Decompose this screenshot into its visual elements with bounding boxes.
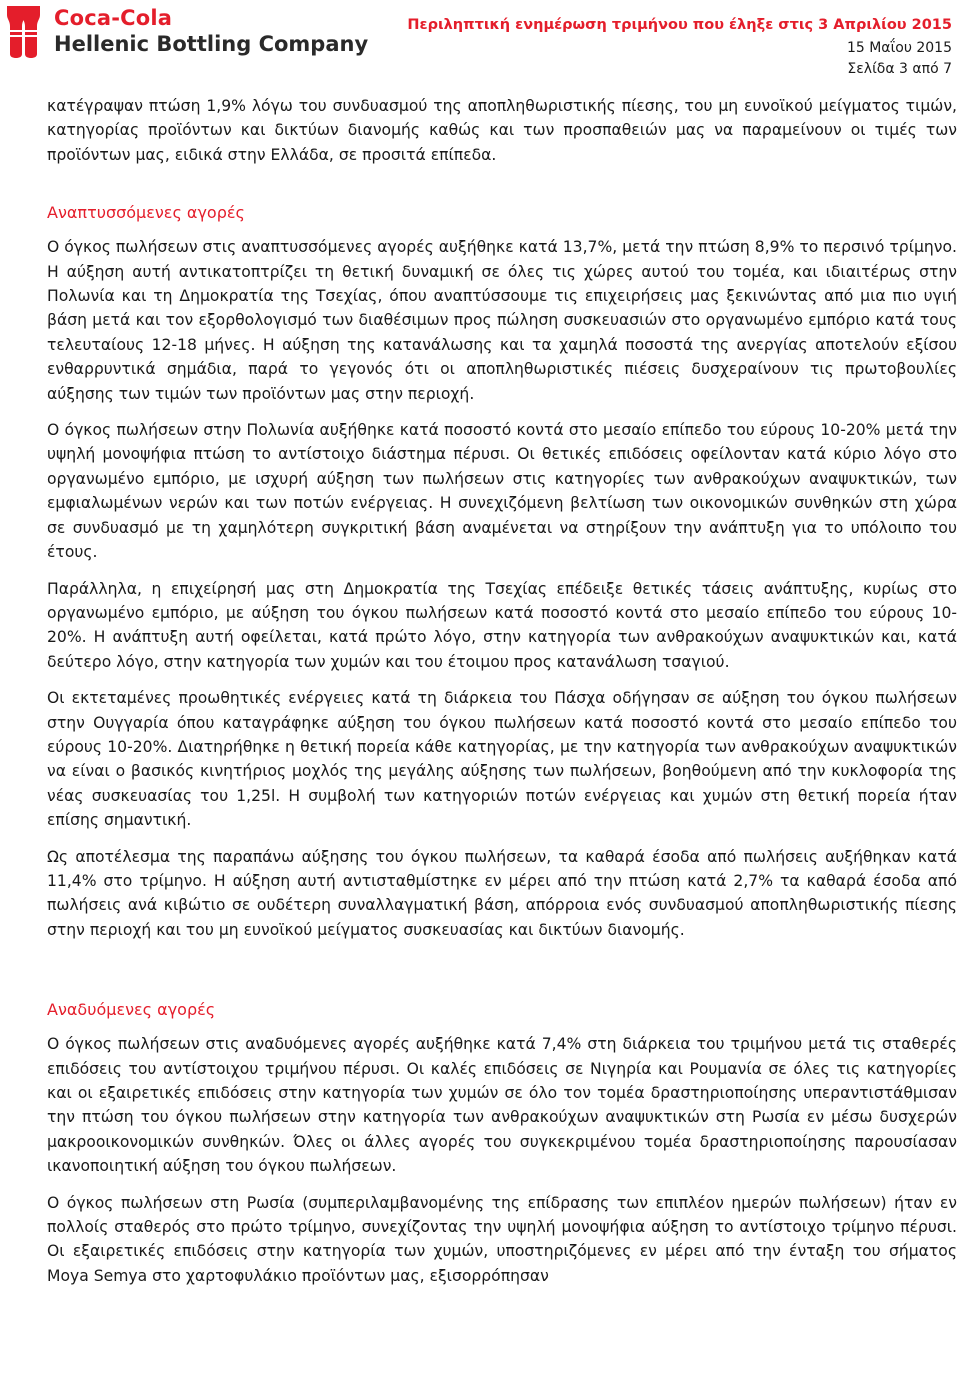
- paragraph: Ο όγκος πωλήσεων στις αναδυόμενες αγορές αυξήθηκε κατά 7,4% στη διάρκεια του τριμήνου μετά τις σταθερές επιδόσεις του αντίστοιχου τριμήνου πέρυσι. Οι καλές επιδόσεις σε Νιγηρία και Ρουμανία σε όλες τις κατηγορίες και οι εξαιρετικές επιδόσεις στην κατηγορία των χυμών σε όλο τον τομέα δραστηριοποίησης υπεραντιστάθμισαν την πτώση του όγκου πωλήσεων στην κατηγορία των ανθρακούχων αναψυκτικών στη Ρωσία εν μέσω δυσχερών μακροοικονομικών συνθηκών. Όλες οι άλλες αγορές του συγκεκριμένου τομέα δραστηριοποίησης παρουσίασαν ικανοποιητική αύξηση του όγκου πωλήσεων.: [47, 1035, 957, 1176]
- document-title: Περιληπτική ενημέρωση τριμήνου που έληξε στις 3 Απριλίου 2015: [407, 17, 952, 33]
- brand-name-line1: Coca-Cola: [54, 6, 173, 30]
- section-heading-developing-markets: Αναπτυσσόμενες αγορές: [47, 203, 245, 223]
- paragraph: Ο όγκος πωλήσεων στην Πολωνία αυξήθηκε κατά ποσοστό κοντά στο μεσαίο επίπεδο του εύρους 10-20% μετά την υψηλή μονοψήφια πτώση το αντίστοιχο διάστημα πέρυσι. Οι θετικές επιδόσεις οφείλονταν κατά κύριο λόγο στο οργανωμένο εμπόριο, με ισχυρή αύξηση των πωλήσεων στις κατηγορίες των ανθρακούχων αναψυκτικών, των εμφιαλωμένων νερών και των ποτών ενέργειας. Η συνεχιζόμενη βελτίωση των οικονομικών συνθηκών στη χώρα σε συνδυασμό με τη χαμηλότερη συγκριτική βάση αναμένεται να στηρίξουν την ανάπτυξη για το υπόλοιπο του έτους.: [47, 421, 957, 562]
- paragraph: Οι εκτεταμένες προωθητικές ενέργειες κατά τη διάρκεια του Πάσχα οδήγησαν σε αύξηση του όγκου πωλήσεων στην Ουγγαρία όπου καταγράφηκε αύξηση του όγκου πωλήσεων κατά ποσοστό κοντά στο μεσαίο επίπεδο του εύρους 10-20%. Διατηρήθηκε η θετική πορεία κάθε κατηγορίας, με την κατηγορία των ανθρακούχων αναψυκτικών να είναι ο βασικός κινητήριος μοχλός της μεγάλης αύξησης των πωλήσεων, βοηθούμενη από την κυκλοφορία της νέας συσκευασίας του 1,25l. Η συμβολή των κατηγοριών ποτών ενέργειας και χυμών στη θετική πορεία ήταν επίσης σημαντική.: [47, 689, 957, 830]
- section-heading-emerging-markets: Αναδυόμενες αγορές: [47, 1000, 216, 1020]
- coca-cola-bottle-logo-icon: [4, 4, 40, 60]
- brand-name-line2: Hellenic Bottling Company: [54, 32, 369, 56]
- paragraph: Παράλληλα, η επιχείρησή μας στη Δημοκρατία της Τσεχίας επέδειξε θετικές τάσεις ανάπτυξης, κυρίως στο οργανωμένο εμπόριο, με αύξηση του όγκου πωλήσεων κατά ποσοστό κοντά στο μεσαίο επίπεδο του εύρους 10-20%. Η ανάπτυξη αυτή οφείλεται, κατά πρώτο λόγο, στην κατηγορία των ανθρακούχων αναψυκτικών και, κατά δεύτερο λόγο, στην κατηγορία των χυμών και του έτοιμου προς κατανάλωση τσαγιού.: [47, 579, 957, 671]
- document-date: 15 Μαΐου 2015: [846, 40, 952, 56]
- page-number: Σελίδα 3 από 7: [847, 61, 952, 77]
- paragraph: Ως αποτέλεσμα της παραπάνω αύξησης του όγκου πωλήσεων, τα καθαρά έσοδα από πωλήσεις αυξήθηκαν κατά 11,4% στο τρίμηνο. Η αύξηση αυτή αντισταθμίστηκε εν μέρει από την πτώση κατά 2,7% τα καθαρά έσοδα από πωλήσεις ανά κιβώτιο σε ουδέτερη συναλλαγματική βάση, απόρροια ενός συνδυασμού αποπληθωριστικής πίεσης στην περιοχή και του μη ευνοϊκού μείγματος συσκευασίας και δικτύων διανομής.: [47, 847, 957, 939]
- document-body: [47, 94, 957, 1300]
- intro-paragraph: κατέγραψαν πτώση 1,9% λόγω του συνδυασμού της αποπληθωριστικής πίεσης, του μη ευνοϊκού μείγματος τιμών, κατηγορίας προϊόντων και δικτύων διανομής καθώς και των προσπαθειών μας να παραμείνουν οι τιμές των προϊόντων μας, ειδικά στην Ελλάδα, σε προσιτά επίπεδα.: [47, 97, 957, 164]
- paragraph: Ο όγκος πωλήσεων στη Ρωσία (συμπεριλαμβανομένης της επίδρασης των επιπλέον ημερών πωλήσεων) ήταν εν πολλοίς σταθερός στο πρώτο τρίμηνο, συνεχίζοντας την υψηλή μονοψήφια αύξηση το αντίστοιχο τρίμηνο πέρυσι. Οι εξαιρετικές επιδόσεις στην κατηγορία των χυμών, υποστηριζόμενες εν μέρει από την ένταξη του σήματος Moya Semya στο χαρτοφυλάκιο προϊόντων μας, εξισορρόπησαν: [47, 1193, 957, 1285]
- paragraph: Ο όγκος πωλήσεων στις αναπτυσσόμενες αγορές αυξήθηκε κατά 13,7%, μετά την πτώση 8,9% το περσινό τρίμηνο. Η αύξηση αυτή αντικατοπτρίζει τη θετική δυναμική σε όλες τις χώρες αυτού του τομέα, και ιδιαιτέρως στην Πολωνία και τη Δημοκρατία της Τσεχίας, όπου αναπτύσσουμε τις επιχειρήσεις μας ξεκινώντας από μια πιο υγιή βάση μετά και τον εξορθολογισμό των διαθέσιμων προς πώληση συσκευασιών στο οργανωμένο εμπόριο κατά τους τελευταίους 12-18 μήνες. Η αύξηση της κατανάλωσης και τα χαμηλά ποσοστά της ανεργίας αποτελούν εξίσου ενθαρρυντικά σημάδια, παρά το γεγονός ότι οι αποπληθωριστικές πιέσεις δυσχεραίνουν τις πρωτοβουλίες αύξησης των τιμών των προϊόντων μας στην περιοχή.: [47, 238, 957, 403]
- page-header: [0, 0, 960, 80]
